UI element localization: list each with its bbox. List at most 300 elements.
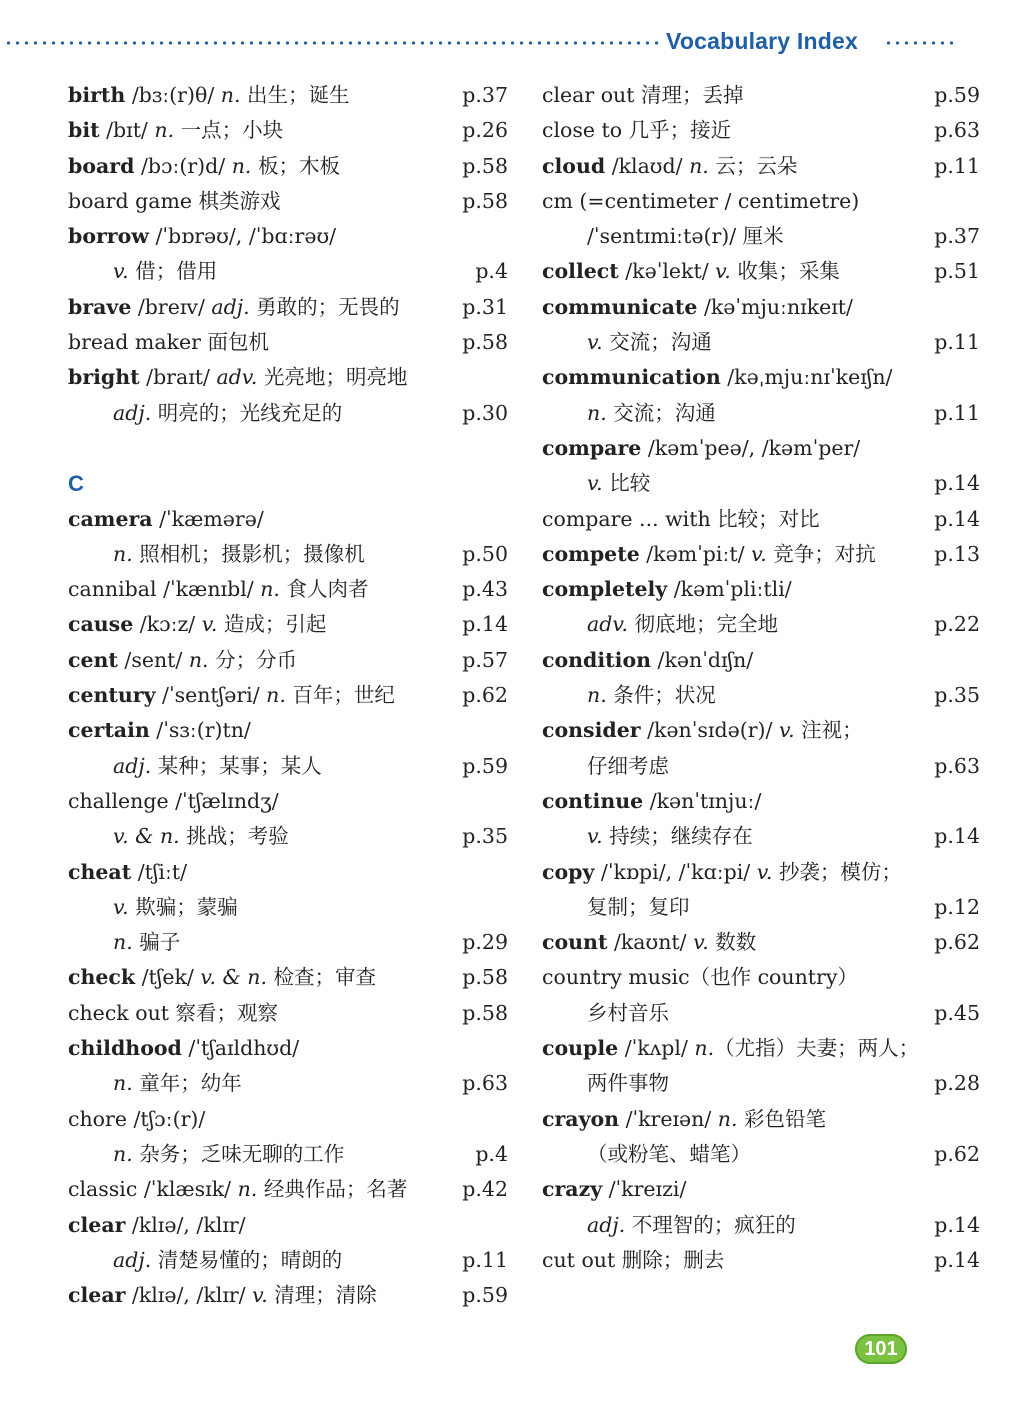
page-reference: p.35: [934, 683, 980, 708]
index-entry: [68, 1102, 508, 1137]
index-entry: [68, 996, 508, 1031]
entry-text: [68, 219, 336, 254]
part-of-speech: v.: [587, 824, 603, 849]
headword: brave: [68, 294, 132, 319]
index-entry: [542, 466, 980, 501]
definition: 清楚易懂的；晴朗的: [151, 1247, 343, 1272]
entry-text: [542, 149, 797, 184]
index-entry: [68, 819, 508, 854]
entry-body: /breɪv/: [131, 294, 212, 319]
index-entry: [542, 572, 980, 607]
entry-body: /ˈkreɪən/: [619, 1106, 718, 1131]
index-entry: [542, 219, 980, 254]
entry-body: /bɪt/: [99, 118, 155, 143]
entry-body: /tʃiːt/: [131, 859, 188, 884]
index-entry: [68, 890, 508, 925]
entry-body: challenge /ˈtʃælɪndʒ/: [68, 788, 279, 813]
definition: 清理；清除: [267, 1283, 377, 1308]
part-of-speech: n.: [231, 153, 252, 178]
page-reference: p.11: [934, 153, 980, 178]
entry-text: [587, 607, 778, 642]
index-entry: [542, 360, 980, 395]
headword: communicate: [542, 294, 698, 319]
index-entry: [542, 113, 980, 148]
index-entry: [542, 996, 980, 1031]
index-entry: [68, 784, 508, 819]
entry-body: /kəˌmjuːnɪˈkeɪʃn/: [720, 365, 893, 390]
entry-body: cm (=centimeter / centimetre): [542, 188, 860, 213]
entry-text: [68, 678, 395, 713]
index-entry: [68, 713, 508, 748]
index-entry: [68, 1137, 508, 1172]
part-of-speech: v.: [751, 541, 767, 566]
definition: 造成；引起: [217, 612, 327, 637]
part-of-speech: v.: [113, 894, 129, 919]
index-entry: [68, 219, 508, 254]
index-entry: [542, 607, 980, 642]
entry-text: [587, 396, 716, 431]
index-entry: [542, 184, 980, 219]
entry-text: [68, 325, 269, 360]
page-reference: p.62: [462, 683, 508, 708]
page-reference: p.12: [934, 894, 980, 919]
entry-text: [587, 1208, 796, 1243]
page-reference: p.59: [462, 1283, 508, 1308]
entry-body: cut out 删除；删去: [542, 1247, 725, 1272]
entry-text: [542, 113, 731, 148]
index-entry: [542, 713, 980, 748]
page-reference: p.37: [934, 224, 980, 249]
entry-text: [587, 1137, 751, 1172]
headword: century: [68, 683, 156, 708]
index-entry: [542, 254, 980, 289]
index-entry: [68, 1172, 508, 1207]
entry-text: [113, 749, 322, 784]
definition: 交流；沟通: [606, 400, 716, 425]
definition: 竞争；对抗: [766, 541, 876, 566]
entry-text: [113, 890, 238, 925]
definition: 云；云朵: [708, 153, 798, 178]
entry-text: [68, 643, 297, 678]
headword: borrow: [68, 224, 149, 249]
page-reference: p.58: [462, 330, 508, 355]
entry-body: /kaʊnt/: [607, 930, 694, 955]
entry-body: /ˈkɒpi/, /ˈkɑːpi/: [594, 859, 757, 884]
part-of-speech: n.: [113, 541, 133, 566]
entry-body: /ˈsɜː(r)tn/: [149, 718, 251, 743]
page-reference: p.37: [462, 83, 508, 107]
entry-text: [68, 855, 187, 890]
index-entry: [542, 1066, 980, 1101]
index-entry: [68, 1208, 508, 1243]
entry-body: /ˈkʌpl/: [618, 1036, 695, 1061]
definition: 抄袭；模仿；: [772, 859, 902, 884]
definition: 勇敢的；无畏的: [249, 294, 400, 319]
index-entry: [68, 254, 508, 289]
headword: cent: [68, 647, 118, 672]
definition: 经典作品；名著: [257, 1177, 408, 1202]
index-entry: [542, 537, 980, 572]
index-entry: [68, 749, 508, 784]
entry-body: clear out 清理；丢掉: [542, 83, 744, 107]
entry-body: /bɔː(r)d/: [134, 153, 232, 178]
dotted-rule-right: [884, 41, 956, 45]
entry-text: [542, 184, 859, 219]
part-of-speech: n.: [154, 118, 175, 143]
headword: bright: [68, 365, 140, 390]
entry-text: [113, 537, 365, 572]
entry-body: /kənˈsɪdə(r)/: [640, 718, 779, 743]
index-entry: [542, 890, 980, 925]
entry-text: [587, 890, 690, 925]
definition: （尤指）夫妻；两人；: [714, 1036, 920, 1061]
entry-body: cannibal /ˈkænɪbl/: [68, 577, 261, 602]
page-reference: p.14: [934, 471, 980, 496]
page-reference: p.14: [934, 506, 980, 531]
part-of-speech: adj.: [113, 400, 152, 425]
entry-text: [68, 502, 264, 537]
definition: 检查；审查: [267, 965, 377, 990]
definition: 杂务；乏味无聊的工作: [132, 1141, 345, 1166]
entry-text: [542, 360, 892, 395]
definition: 光亮地；明亮地: [257, 365, 408, 390]
index-entry: [542, 1172, 980, 1207]
page-reference: p.58: [462, 188, 508, 213]
entry-text: [113, 1243, 342, 1278]
page-reference: p.58: [462, 965, 508, 990]
entry-text: [587, 1066, 669, 1101]
page-reference: p.11: [934, 400, 980, 425]
index-entry: [542, 678, 980, 713]
index-entry: [542, 396, 980, 431]
entry-body: /kəˈmjuːnɪkeɪt/: [697, 294, 853, 319]
headword: condition: [542, 647, 652, 672]
entry-text: [68, 1278, 377, 1313]
page-reference: p.29: [462, 930, 508, 955]
entry-body: /klɪə/, /klɪr/: [125, 1212, 246, 1237]
index-entry: [542, 819, 980, 854]
headword: copy: [542, 859, 595, 884]
entry-text: [68, 960, 376, 995]
dotted-rule-left: [4, 41, 660, 45]
page-reference: p.4: [475, 259, 508, 284]
headword: communication: [542, 365, 721, 390]
index-entry: [542, 325, 980, 360]
index-entry: [542, 502, 980, 537]
entry-body: 仔细考虑: [587, 753, 669, 778]
headword: bit: [68, 118, 100, 143]
headword: cause: [68, 612, 134, 637]
index-entry: [68, 290, 508, 325]
entry-text: [542, 502, 820, 537]
headword: clear: [68, 1283, 126, 1308]
page-reference: p.63: [462, 1071, 508, 1096]
part-of-speech: n.: [113, 1071, 133, 1096]
page-reference: p.28: [934, 1071, 980, 1096]
section-letter: [68, 466, 508, 501]
headword: certain: [68, 718, 150, 743]
part-of-speech: v.: [693, 930, 709, 955]
page-reference: p.35: [462, 824, 508, 849]
definition: 不理智的；疯狂的: [625, 1212, 796, 1237]
definition: 注视；: [794, 718, 863, 743]
entry-body: （或粉笔、蜡笔）: [587, 1141, 751, 1166]
entry-text: [542, 1031, 919, 1066]
page-reference: p.14: [934, 824, 980, 849]
definition: 板；木板: [251, 153, 340, 178]
entry-body: bread maker 面包机: [68, 330, 269, 355]
index-entry: [542, 960, 980, 995]
entry-text: [542, 1102, 826, 1137]
part-of-speech: n.: [113, 1141, 133, 1166]
definition: 出生；诞生: [240, 83, 350, 107]
page-reference: p.63: [934, 118, 980, 143]
headword: cloud: [542, 153, 606, 178]
definition: 彩色铅笔: [737, 1106, 827, 1131]
part-of-speech: n.: [220, 83, 241, 107]
index-entry: [68, 643, 508, 678]
page-reference: p.31: [462, 294, 508, 319]
headword: couple: [542, 1036, 619, 1061]
page-reference: p.42: [462, 1177, 508, 1202]
entry-text: [68, 466, 84, 501]
part-of-speech: adv.: [587, 612, 629, 637]
page-reference: p.62: [934, 930, 980, 955]
headword: compete: [542, 541, 640, 566]
index-entry: [68, 925, 508, 960]
index-entry: [68, 1278, 508, 1313]
entry-body: /kəmˈpiːt/: [639, 541, 752, 566]
headword: count: [542, 930, 608, 955]
headword: compare: [542, 435, 642, 460]
page-reference: p.14: [462, 612, 508, 637]
entry-body: /ˈsentʃəri/: [155, 683, 267, 708]
entry-text: [113, 925, 180, 960]
entry-text: [542, 1172, 686, 1207]
page-reference: p.62: [934, 1141, 980, 1166]
headword: consider: [542, 718, 641, 743]
index-entry: [68, 678, 508, 713]
definition: 借；借用: [128, 259, 218, 284]
part-of-speech: v. & n.: [113, 824, 180, 849]
page-reference: p.30: [462, 400, 508, 425]
definition: 持续；继续存在: [602, 824, 753, 849]
definition: 一点；小块: [174, 118, 284, 143]
part-of-speech: adj.: [113, 1247, 152, 1272]
index-entry: [542, 1243, 980, 1278]
definition: 某种；某事；某人: [151, 753, 322, 778]
page-number-badge: 101: [855, 1334, 907, 1364]
entry-text: [542, 713, 863, 748]
index-entry: [68, 1243, 508, 1278]
section-gap: [68, 431, 508, 466]
index-entry: [542, 1208, 980, 1243]
index-entry: [68, 184, 508, 219]
page-reference: p.45: [934, 1000, 980, 1025]
entry-text: [68, 1208, 246, 1243]
definition: 照相机；摄影机；摄像机: [132, 541, 365, 566]
entry-text: [68, 78, 350, 113]
index-entry: [542, 1102, 980, 1137]
definition: 童年；幼年: [132, 1071, 242, 1096]
index-entry: [68, 607, 508, 642]
entry-body: 乡村音乐: [587, 1000, 669, 1025]
entry-text: [68, 149, 340, 184]
entry-body: chore /tʃɔː(r)/: [68, 1106, 206, 1131]
entry-text: [587, 325, 712, 360]
headword: continue: [542, 788, 644, 813]
entry-body: board game 棋类游戏: [68, 188, 281, 213]
headword: board: [68, 153, 135, 178]
entry-body: /kəˈlekt/: [618, 259, 716, 284]
index-entry: [542, 749, 980, 784]
entry-body: /ˈtʃaɪldhʊd/: [181, 1036, 300, 1061]
part-of-speech: n.: [237, 1177, 258, 1202]
entry-text: [68, 113, 283, 148]
definition: 食人肉者: [279, 577, 369, 602]
definition: 骗子: [132, 930, 181, 955]
right-column: [542, 78, 980, 1278]
part-of-speech: n.: [587, 683, 607, 708]
entry-body: classic /ˈklæsɪk/: [68, 1177, 238, 1202]
index-entry: [542, 78, 980, 113]
entry-body: /klɪə/, /klɪr/: [125, 1283, 253, 1308]
entry-body: /sent/: [117, 647, 189, 672]
page-reference: p.59: [934, 83, 980, 107]
index-entry: [542, 1137, 980, 1172]
headword: birth: [68, 83, 126, 107]
headword: completely: [542, 577, 668, 602]
page-reference: p.14: [934, 1212, 980, 1237]
entry-text: [542, 78, 744, 113]
headword: cheat: [68, 859, 132, 884]
index-entry: [68, 149, 508, 184]
entry-body: /ˈbɒrəʊ/, /ˈbɑːrəʊ/: [148, 224, 337, 249]
entry-text: [542, 855, 902, 890]
index-entry: [68, 1066, 508, 1101]
page-title: Vocabulary Index: [666, 28, 858, 54]
page-reference: p.14: [934, 1247, 980, 1272]
headword: collect: [542, 259, 619, 284]
entry-body: check out 察看；观察: [68, 1000, 279, 1025]
part-of-speech: adj.: [211, 294, 250, 319]
page-header: [0, 28, 1024, 58]
part-of-speech: v.: [113, 259, 129, 284]
entry-text: [113, 396, 342, 431]
part-of-speech: v.: [252, 1283, 268, 1308]
entry-text: [587, 678, 716, 713]
headword: camera: [68, 506, 153, 531]
part-of-speech: v. & n.: [200, 965, 268, 990]
entry-text: [587, 749, 669, 784]
entry-body: /kənˈdɪʃn/: [651, 647, 754, 672]
part-of-speech: n.: [689, 153, 709, 178]
part-of-speech: v.: [715, 259, 731, 284]
entry-text: [542, 254, 840, 289]
entry-text: [542, 537, 876, 572]
index-entry: [68, 360, 508, 395]
entry-text: [68, 784, 279, 819]
index-entry: [68, 537, 508, 572]
index-entry: [68, 325, 508, 360]
definition: 彻底地；完全地: [628, 612, 779, 637]
index-entry: [68, 78, 508, 113]
part-of-speech: v.: [201, 612, 218, 637]
page-reference: p.11: [934, 330, 980, 355]
entry-text: [113, 254, 217, 289]
entry-body: /kɔːz/: [133, 612, 202, 637]
entry-body: C: [68, 471, 84, 497]
index-entry: [542, 1031, 980, 1066]
index-entry: [68, 113, 508, 148]
headword: crayon: [542, 1106, 620, 1131]
index-entry: [68, 572, 508, 607]
entry-text: [542, 925, 756, 960]
page-reference: p.43: [462, 577, 508, 602]
entry-body: /kənˈtɪnjuː/: [643, 788, 762, 813]
index-entry: [68, 960, 508, 995]
left-column: [68, 78, 508, 1313]
entry-body: /ˈkæmərə/: [152, 506, 264, 531]
entry-text: [113, 819, 289, 854]
part-of-speech: adv.: [216, 365, 258, 390]
entry-text: [542, 1243, 724, 1278]
page-reference: p.22: [934, 612, 980, 637]
entry-body: /ˈkreɪzi/: [602, 1177, 687, 1202]
part-of-speech: n.: [694, 1036, 715, 1061]
entry-text: [542, 290, 853, 325]
entry-text: [68, 1172, 407, 1207]
headword: clear: [68, 1212, 126, 1237]
entry-text: [68, 290, 400, 325]
part-of-speech: n.: [260, 577, 280, 602]
entry-body: /tʃek/: [135, 965, 201, 990]
definition: 明亮的；光线充足的: [151, 400, 343, 425]
headword: crazy: [542, 1177, 603, 1202]
definition: 交流；沟通: [602, 330, 712, 355]
entry-text: [68, 360, 407, 395]
index-entry: [68, 855, 508, 890]
entry-text: [68, 572, 368, 607]
entry-text: [113, 1066, 242, 1101]
entry-body: 两件事物: [587, 1071, 669, 1096]
page-reference: p.13: [934, 541, 980, 566]
definition: 百年；世纪: [285, 683, 395, 708]
entry-text: [542, 960, 858, 995]
part-of-speech: adj.: [113, 753, 152, 778]
entry-text: [587, 466, 650, 501]
index-entry: [542, 431, 980, 466]
page-reference: p.59: [462, 753, 508, 778]
entry-text: [542, 572, 792, 607]
definition: 数数: [708, 930, 757, 955]
entry-text: [68, 713, 251, 748]
index-entry: [542, 149, 980, 184]
headword: childhood: [68, 1036, 182, 1061]
part-of-speech: n.: [587, 400, 607, 425]
entry-body: 复制；复印: [587, 894, 690, 919]
page-reference: p.63: [934, 753, 980, 778]
page-reference: p.11: [462, 1247, 508, 1272]
definition: 挑战；考验: [179, 824, 289, 849]
headword: check: [68, 965, 136, 990]
index-entry: [68, 502, 508, 537]
page-reference: p.50: [462, 541, 508, 566]
index-entry: [68, 1031, 508, 1066]
entry-text: [68, 1102, 205, 1137]
entry-text: [68, 996, 278, 1031]
entry-body: /bɜː(r)θ/: [125, 83, 221, 107]
